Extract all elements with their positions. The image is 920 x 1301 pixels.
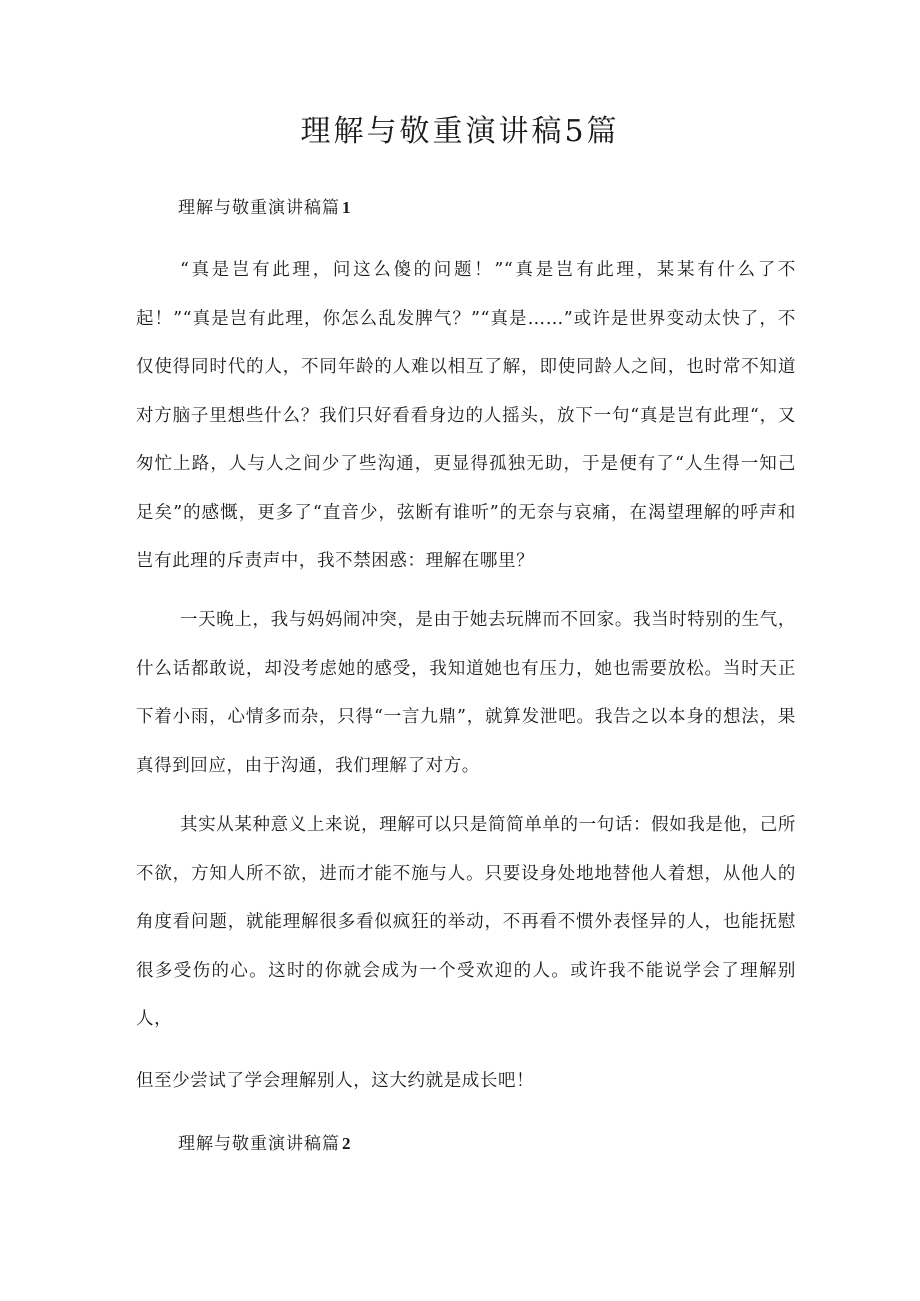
document-title: 理解与敬重演讲稿5篇: [300, 114, 620, 149]
paragraph: 一天晚上，我与妈妈闹冲突，是由于她去玩牌而不回家。我当时特别的生气，什么话都敢说，却没考虑她的感受，我知道她也有压力，她也需要放松。当时天正下着小雨，心情多而杂，只得“一言九鼎”，就算发泄吧。我告之以本身的想法，果真得到回应，由于沟通，我们理解了对方。: [136, 610, 796, 776]
section-heading-2: [178, 1134, 352, 1154]
section-heading-1: [178, 198, 352, 218]
section-number: 2: [342, 1134, 352, 1153]
paragraph: “真是岂有此理，问这么傻的问题！”“真是岂有此理，某某有什么了不起！”“真是岂有此理，你怎么乱发脾气？”“真是……”或许是世界变动太快了，不仅使得同时代的人，不同年龄的人难以相互了解，即使同龄人之间，也时常不知道对方脑子里想些什么？我们只好看看身边的人摇头，放下一句“真是岂有此理“，又匆忙上路，人与人之间少了些沟通，更显得孤独无助，于是便有了“人生得一知己足矣”的感慨，更多了“直音少，弦断有谁听”的无奈与哀痛，在渴望理解的呼声和岂有此理的斥责声中，我不禁困惑：理解在哪里？: [136, 260, 796, 571]
paragraph: 但至少尝试了学会理解别人，这大约就是成长吧！: [136, 1071, 535, 1091]
section-heading-text: 理解与敬重演讲稿篇: [178, 1134, 340, 1154]
section-heading-text: 理解与敬重演讲稿篇: [178, 198, 340, 218]
paragraph: 其实从某种意义上来说，理解可以只是简简单单的一句话：假如我是他，己所不欲，方知人所不欲，进而才能不施与人。只要设身处地地替他人着想，从他人的角度看问题，就能理解很多看似疯狂的举动，不再看不惯外表怪异的人，也能抚慰很多受伤的心。这时的你就会成为一个受欢迎的人。或许我不能说学会了理解别人，: [136, 815, 796, 1029]
section-number: 1: [342, 198, 352, 217]
